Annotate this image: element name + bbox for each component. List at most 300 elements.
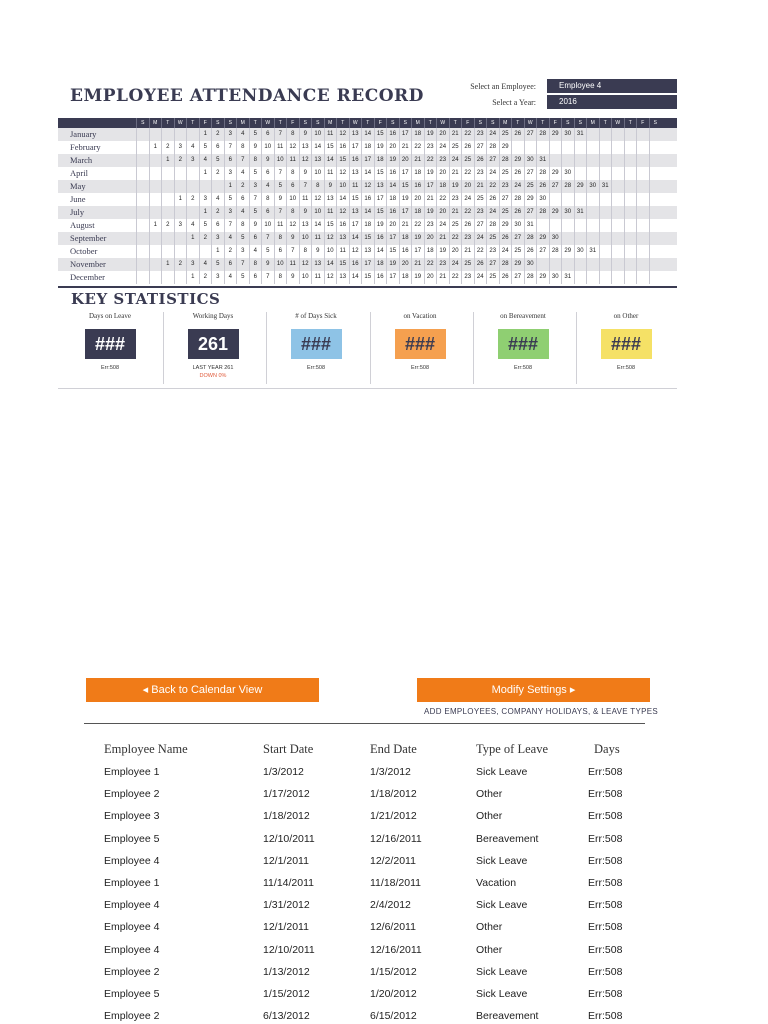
day-cell[interactable] (174, 128, 187, 141)
day-cell[interactable] (586, 271, 599, 284)
day-cell[interactable]: 14 (386, 180, 399, 193)
day-cell[interactable]: 16 (374, 232, 387, 245)
day-cell[interactable] (636, 154, 649, 167)
day-cell[interactable]: 18 (411, 167, 424, 180)
day-cell[interactable]: 4 (236, 167, 249, 180)
day-cell[interactable]: 31 (524, 219, 537, 232)
day-cell[interactable]: 12 (299, 258, 312, 271)
day-cell[interactable] (599, 271, 612, 284)
day-cell[interactable] (636, 167, 649, 180)
day-cell[interactable]: 14 (324, 154, 337, 167)
day-cell[interactable]: 18 (424, 245, 437, 258)
day-cell[interactable]: 14 (349, 232, 362, 245)
day-cell[interactable]: 14 (361, 167, 374, 180)
day-cell[interactable]: 27 (486, 154, 499, 167)
day-cell[interactable] (161, 167, 174, 180)
day-cell[interactable]: 12 (336, 128, 349, 141)
day-cell[interactable]: 11 (324, 167, 337, 180)
day-cell[interactable]: 10 (336, 180, 349, 193)
day-cell[interactable]: 23 (436, 154, 449, 167)
day-cell[interactable]: 16 (361, 193, 374, 206)
day-cell[interactable]: 18 (411, 128, 424, 141)
day-cell[interactable] (136, 232, 149, 245)
day-cell[interactable]: 9 (261, 258, 274, 271)
day-cell[interactable]: 3 (249, 180, 262, 193)
day-cell[interactable] (636, 271, 649, 284)
day-cell[interactable]: 17 (374, 193, 387, 206)
day-cell[interactable]: 12 (286, 141, 299, 154)
day-cell[interactable] (149, 271, 162, 284)
day-cell[interactable]: 15 (324, 141, 337, 154)
day-cell[interactable]: 25 (486, 232, 499, 245)
day-cell[interactable]: 21 (411, 258, 424, 271)
day-cell[interactable]: 21 (436, 271, 449, 284)
day-cell[interactable]: 6 (211, 219, 224, 232)
day-cell[interactable]: 6 (261, 128, 274, 141)
day-cell[interactable]: 23 (449, 193, 462, 206)
day-cell[interactable]: 2 (199, 271, 212, 284)
day-cell[interactable]: 22 (424, 258, 437, 271)
day-cell[interactable]: 1 (211, 245, 224, 258)
day-cell[interactable]: 13 (349, 206, 362, 219)
day-cell[interactable]: 23 (486, 245, 499, 258)
day-cell[interactable] (161, 193, 174, 206)
day-cell[interactable]: 12 (286, 219, 299, 232)
day-cell[interactable]: 7 (236, 154, 249, 167)
day-cell[interactable] (561, 154, 574, 167)
day-cell[interactable]: 13 (374, 180, 387, 193)
day-cell[interactable]: 15 (336, 154, 349, 167)
day-cell[interactable]: 11 (274, 141, 287, 154)
day-cell[interactable] (136, 180, 149, 193)
day-cell[interactable]: 25 (499, 128, 512, 141)
day-cell[interactable]: 5 (249, 128, 262, 141)
day-cell[interactable]: 1 (174, 193, 187, 206)
day-cell[interactable]: 23 (436, 258, 449, 271)
day-cell[interactable] (149, 206, 162, 219)
modify-settings-button[interactable]: Modify Settings ▸ (417, 678, 650, 702)
day-cell[interactable]: 8 (274, 271, 287, 284)
day-cell[interactable]: 4 (224, 232, 237, 245)
day-cell[interactable]: 26 (486, 193, 499, 206)
day-cell[interactable]: 28 (486, 219, 499, 232)
day-cell[interactable]: 9 (274, 193, 287, 206)
day-cell[interactable]: 13 (311, 154, 324, 167)
day-cell[interactable] (574, 141, 587, 154)
day-cell[interactable]: 2 (174, 258, 187, 271)
day-cell[interactable]: 3 (174, 141, 187, 154)
day-cell[interactable]: 28 (524, 232, 537, 245)
day-cell[interactable] (586, 206, 599, 219)
day-cell[interactable]: 1 (161, 154, 174, 167)
day-cell[interactable]: 7 (274, 128, 287, 141)
day-cell[interactable] (649, 245, 662, 258)
day-cell[interactable]: 27 (536, 245, 549, 258)
day-cell[interactable]: 16 (349, 154, 362, 167)
day-cell[interactable]: 9 (299, 206, 312, 219)
day-cell[interactable] (611, 232, 624, 245)
day-cell[interactable]: 12 (324, 232, 337, 245)
day-cell[interactable]: 17 (349, 141, 362, 154)
day-cell[interactable]: 13 (311, 258, 324, 271)
day-cell[interactable] (636, 128, 649, 141)
day-cell[interactable]: 24 (461, 193, 474, 206)
day-cell[interactable]: 9 (299, 167, 312, 180)
day-cell[interactable]: 18 (374, 258, 387, 271)
day-cell[interactable]: 18 (411, 206, 424, 219)
day-cell[interactable]: 22 (461, 206, 474, 219)
day-cell[interactable]: 10 (299, 271, 312, 284)
day-cell[interactable]: 20 (411, 193, 424, 206)
day-cell[interactable]: 11 (336, 245, 349, 258)
day-cell[interactable]: 6 (236, 193, 249, 206)
day-cell[interactable]: 20 (386, 219, 399, 232)
day-cell[interactable]: 26 (499, 271, 512, 284)
day-cell[interactable]: 18 (361, 219, 374, 232)
day-cell[interactable] (624, 245, 637, 258)
day-cell[interactable] (624, 271, 637, 284)
day-cell[interactable] (549, 193, 562, 206)
day-cell[interactable]: 24 (449, 154, 462, 167)
day-cell[interactable]: 8 (311, 180, 324, 193)
day-cell[interactable] (649, 154, 662, 167)
day-cell[interactable]: 4 (261, 180, 274, 193)
day-cell[interactable]: 1 (199, 206, 212, 219)
day-cell[interactable] (611, 245, 624, 258)
day-cell[interactable]: 17 (411, 245, 424, 258)
day-cell[interactable]: 15 (361, 271, 374, 284)
day-cell[interactable] (536, 219, 549, 232)
day-cell[interactable]: 12 (299, 154, 312, 167)
day-cell[interactable]: 27 (486, 258, 499, 271)
day-cell[interactable]: 25 (511, 245, 524, 258)
day-cell[interactable]: 11 (349, 180, 362, 193)
day-cell[interactable] (624, 141, 637, 154)
day-cell[interactable]: 10 (311, 128, 324, 141)
day-cell[interactable] (149, 154, 162, 167)
day-cell[interactable]: 16 (411, 180, 424, 193)
day-cell[interactable]: 1 (199, 128, 212, 141)
day-cell[interactable]: 2 (211, 167, 224, 180)
day-cell[interactable]: 2 (199, 232, 212, 245)
day-cell[interactable] (586, 232, 599, 245)
day-cell[interactable]: 10 (286, 193, 299, 206)
day-cell[interactable]: 1 (199, 167, 212, 180)
day-cell[interactable]: 23 (461, 271, 474, 284)
day-cell[interactable] (624, 128, 637, 141)
day-cell[interactable] (636, 180, 649, 193)
day-cell[interactable]: 21 (399, 219, 412, 232)
day-cell[interactable]: 30 (586, 180, 599, 193)
day-cell[interactable]: 11 (324, 206, 337, 219)
day-cell[interactable]: 25 (486, 271, 499, 284)
day-cell[interactable]: 11 (311, 271, 324, 284)
day-cell[interactable]: 26 (511, 167, 524, 180)
day-cell[interactable]: 29 (524, 193, 537, 206)
day-cell[interactable] (211, 180, 224, 193)
day-cell[interactable]: 24 (436, 219, 449, 232)
day-cell[interactable]: 25 (449, 219, 462, 232)
day-cell[interactable]: 24 (486, 167, 499, 180)
day-cell[interactable]: 22 (449, 271, 462, 284)
day-cell[interactable] (536, 258, 549, 271)
day-cell[interactable]: 17 (424, 180, 437, 193)
day-cell[interactable]: 8 (249, 154, 262, 167)
day-cell[interactable]: 19 (436, 245, 449, 258)
day-cell[interactable]: 3 (199, 193, 212, 206)
day-cell[interactable]: 5 (249, 206, 262, 219)
day-cell[interactable] (174, 271, 187, 284)
day-cell[interactable]: 20 (436, 128, 449, 141)
day-cell[interactable] (136, 193, 149, 206)
day-cell[interactable] (649, 167, 662, 180)
day-cell[interactable]: 7 (224, 141, 237, 154)
day-cell[interactable]: 28 (536, 128, 549, 141)
day-cell[interactable]: 6 (261, 206, 274, 219)
day-cell[interactable] (549, 154, 562, 167)
day-cell[interactable] (186, 206, 199, 219)
year-select[interactable]: 2016 (547, 95, 677, 109)
day-cell[interactable] (561, 193, 574, 206)
day-cell[interactable]: 27 (524, 206, 537, 219)
day-cell[interactable] (611, 141, 624, 154)
day-cell[interactable]: 19 (386, 154, 399, 167)
day-cell[interactable]: 5 (249, 167, 262, 180)
day-cell[interactable]: 3 (186, 258, 199, 271)
day-cell[interactable] (561, 141, 574, 154)
day-cell[interactable]: 21 (411, 154, 424, 167)
day-cell[interactable]: 24 (511, 180, 524, 193)
day-cell[interactable]: 29 (499, 219, 512, 232)
day-cell[interactable]: 28 (549, 245, 562, 258)
day-cell[interactable] (599, 167, 612, 180)
day-cell[interactable]: 29 (536, 232, 549, 245)
day-cell[interactable] (136, 154, 149, 167)
day-cell[interactable] (586, 193, 599, 206)
day-cell[interactable] (174, 232, 187, 245)
day-cell[interactable]: 9 (311, 245, 324, 258)
day-cell[interactable]: 27 (524, 128, 537, 141)
day-cell[interactable] (611, 154, 624, 167)
day-cell[interactable]: 14 (336, 193, 349, 206)
day-cell[interactable]: 15 (336, 258, 349, 271)
day-cell[interactable]: 25 (461, 258, 474, 271)
day-cell[interactable]: 23 (474, 128, 487, 141)
day-cell[interactable]: 15 (374, 206, 387, 219)
day-cell[interactable]: 16 (386, 128, 399, 141)
day-cell[interactable]: 16 (349, 258, 362, 271)
day-cell[interactable]: 19 (424, 206, 437, 219)
day-cell[interactable]: 9 (324, 180, 337, 193)
day-cell[interactable] (599, 232, 612, 245)
day-cell[interactable]: 15 (324, 219, 337, 232)
day-cell[interactable] (136, 271, 149, 284)
day-cell[interactable] (599, 245, 612, 258)
day-cell[interactable]: 18 (374, 154, 387, 167)
day-cell[interactable]: 22 (461, 167, 474, 180)
day-cell[interactable]: 4 (236, 206, 249, 219)
day-cell[interactable]: 3 (211, 232, 224, 245)
day-cell[interactable]: 9 (249, 219, 262, 232)
day-cell[interactable] (649, 206, 662, 219)
day-cell[interactable]: 28 (536, 167, 549, 180)
day-cell[interactable]: 5 (261, 245, 274, 258)
day-cell[interactable]: 15 (374, 128, 387, 141)
day-cell[interactable]: 26 (511, 206, 524, 219)
day-cell[interactable]: 27 (474, 219, 487, 232)
day-cell[interactable]: 29 (561, 245, 574, 258)
day-cell[interactable]: 28 (499, 258, 512, 271)
day-cell[interactable]: 16 (374, 271, 387, 284)
day-cell[interactable]: 4 (211, 193, 224, 206)
day-cell[interactable]: 24 (474, 271, 487, 284)
day-cell[interactable]: 26 (474, 154, 487, 167)
day-cell[interactable]: 6 (224, 258, 237, 271)
day-cell[interactable]: 30 (561, 167, 574, 180)
day-cell[interactable]: 20 (436, 167, 449, 180)
day-cell[interactable] (611, 206, 624, 219)
day-cell[interactable]: 7 (274, 206, 287, 219)
day-cell[interactable] (624, 180, 637, 193)
day-cell[interactable] (611, 167, 624, 180)
day-cell[interactable]: 21 (474, 180, 487, 193)
day-cell[interactable]: 14 (361, 206, 374, 219)
day-cell[interactable]: 8 (299, 245, 312, 258)
day-cell[interactable]: 17 (399, 206, 412, 219)
day-cell[interactable]: 5 (274, 180, 287, 193)
day-cell[interactable]: 13 (361, 245, 374, 258)
day-cell[interactable]: 10 (311, 206, 324, 219)
day-cell[interactable] (136, 245, 149, 258)
day-cell[interactable]: 17 (399, 167, 412, 180)
day-cell[interactable]: 21 (436, 232, 449, 245)
day-cell[interactable]: 15 (399, 180, 412, 193)
day-cell[interactable] (549, 141, 562, 154)
day-cell[interactable]: 3 (186, 154, 199, 167)
day-cell[interactable] (649, 258, 662, 271)
day-cell[interactable]: 10 (261, 141, 274, 154)
day-cell[interactable] (186, 128, 199, 141)
day-cell[interactable] (199, 245, 212, 258)
day-cell[interactable]: 6 (249, 232, 262, 245)
day-cell[interactable]: 30 (561, 128, 574, 141)
day-cell[interactable]: 31 (574, 128, 587, 141)
day-cell[interactable] (149, 167, 162, 180)
day-cell[interactable] (136, 141, 149, 154)
day-cell[interactable]: 14 (374, 245, 387, 258)
day-cell[interactable] (574, 219, 587, 232)
day-cell[interactable]: 8 (286, 167, 299, 180)
day-cell[interactable]: 11 (299, 193, 312, 206)
day-cell[interactable]: 8 (249, 258, 262, 271)
day-cell[interactable] (636, 245, 649, 258)
day-cell[interactable]: 12 (361, 180, 374, 193)
day-cell[interactable]: 31 (561, 271, 574, 284)
day-cell[interactable]: 26 (524, 245, 537, 258)
day-cell[interactable]: 14 (324, 258, 337, 271)
day-cell[interactable]: 22 (424, 154, 437, 167)
day-cell[interactable]: 20 (399, 258, 412, 271)
day-cell[interactable]: 25 (449, 141, 462, 154)
day-cell[interactable] (624, 193, 637, 206)
day-cell[interactable]: 31 (586, 245, 599, 258)
day-cell[interactable]: 21 (449, 167, 462, 180)
day-cell[interactable]: 6 (224, 154, 237, 167)
day-cell[interactable]: 26 (461, 219, 474, 232)
day-cell[interactable] (599, 141, 612, 154)
day-cell[interactable]: 9 (286, 232, 299, 245)
day-cell[interactable]: 1 (149, 219, 162, 232)
day-cell[interactable]: 12 (336, 206, 349, 219)
day-cell[interactable] (149, 128, 162, 141)
day-cell[interactable]: 31 (536, 154, 549, 167)
day-cell[interactable] (561, 232, 574, 245)
day-cell[interactable]: 29 (549, 206, 562, 219)
day-cell[interactable]: 23 (424, 141, 437, 154)
day-cell[interactable]: 23 (461, 232, 474, 245)
day-cell[interactable]: 22 (486, 180, 499, 193)
day-cell[interactable]: 30 (524, 258, 537, 271)
day-cell[interactable]: 11 (274, 219, 287, 232)
day-cell[interactable]: 29 (574, 180, 587, 193)
day-cell[interactable]: 10 (261, 219, 274, 232)
day-cell[interactable]: 25 (461, 154, 474, 167)
day-cell[interactable] (624, 206, 637, 219)
day-cell[interactable]: 7 (286, 245, 299, 258)
day-cell[interactable]: 2 (161, 141, 174, 154)
day-cell[interactable]: 30 (549, 271, 562, 284)
day-cell[interactable] (649, 128, 662, 141)
day-cell[interactable]: 21 (424, 193, 437, 206)
day-cell[interactable]: 24 (474, 232, 487, 245)
day-cell[interactable]: 12 (336, 167, 349, 180)
day-cell[interactable] (161, 180, 174, 193)
day-cell[interactable] (599, 128, 612, 141)
day-cell[interactable]: 17 (349, 219, 362, 232)
day-cell[interactable]: 21 (399, 141, 412, 154)
day-cell[interactable] (536, 141, 549, 154)
day-cell[interactable]: 14 (349, 271, 362, 284)
day-cell[interactable]: 20 (449, 245, 462, 258)
day-cell[interactable] (136, 128, 149, 141)
day-cell[interactable]: 4 (236, 128, 249, 141)
day-cell[interactable]: 17 (399, 128, 412, 141)
day-cell[interactable]: 24 (486, 128, 499, 141)
day-cell[interactable] (649, 232, 662, 245)
day-cell[interactable]: 31 (599, 180, 612, 193)
day-cell[interactable]: 15 (386, 245, 399, 258)
day-cell[interactable]: 21 (449, 206, 462, 219)
day-cell[interactable]: 16 (336, 141, 349, 154)
day-cell[interactable]: 4 (249, 245, 262, 258)
day-cell[interactable]: 12 (349, 245, 362, 258)
day-cell[interactable]: 2 (211, 128, 224, 141)
day-cell[interactable]: 11 (324, 128, 337, 141)
day-cell[interactable]: 4 (186, 141, 199, 154)
day-cell[interactable]: 8 (236, 219, 249, 232)
day-cell[interactable]: 13 (336, 232, 349, 245)
day-cell[interactable] (149, 232, 162, 245)
day-cell[interactable] (599, 206, 612, 219)
day-cell[interactable]: 10 (274, 258, 287, 271)
day-cell[interactable]: 3 (224, 128, 237, 141)
day-cell[interactable]: 28 (524, 271, 537, 284)
day-cell[interactable] (574, 154, 587, 167)
day-cell[interactable]: 15 (349, 193, 362, 206)
day-cell[interactable]: 17 (361, 154, 374, 167)
day-cell[interactable] (136, 206, 149, 219)
day-cell[interactable]: 2 (174, 154, 187, 167)
